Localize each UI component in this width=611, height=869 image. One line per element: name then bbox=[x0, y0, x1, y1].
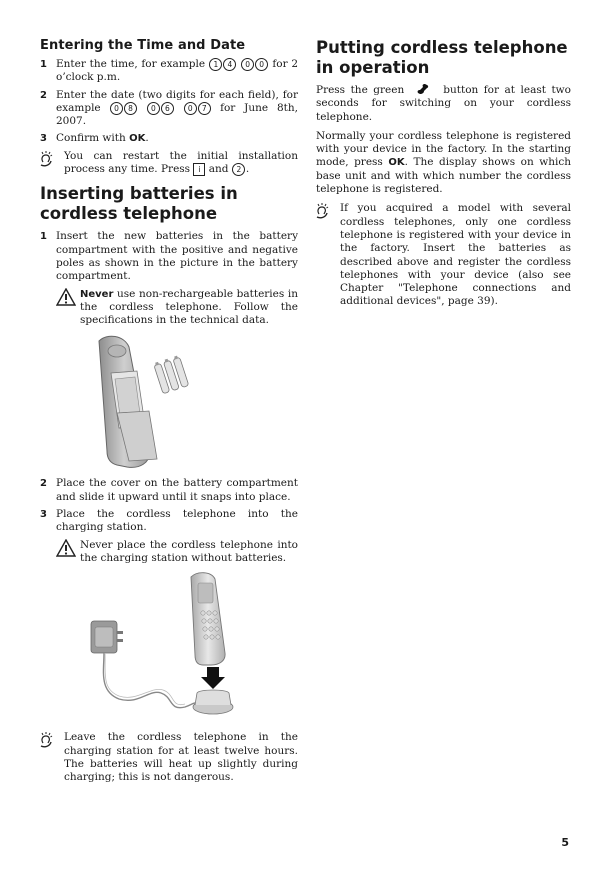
ok-key-label: OK bbox=[388, 157, 405, 169]
battery-step-2 bbox=[40, 477, 298, 504]
warning-non-rechargeable bbox=[56, 288, 298, 328]
lightbulb-tip-icon bbox=[40, 731, 64, 784]
key-7-icon: 7 bbox=[198, 102, 211, 115]
paragraph-switch-on: Press the green button for at least two seconds for switching on your cordless telephone. bbox=[316, 84, 571, 123]
tip-several-handsets bbox=[316, 202, 571, 308]
warning-text: Never place the cordless telephone into the charging station without batteries. bbox=[80, 538, 298, 564]
tip-charging-time bbox=[40, 731, 298, 784]
tip-text: If you acquired a model with several cordless telephones, only one cordless telephone is registered with your device in the factory. Insert the batteries as described above and register the cordless telephones with your device (also see Chapter "Telephone connections and additional devices", page 39). bbox=[340, 202, 571, 308]
key-0-icon: 0 bbox=[241, 58, 254, 71]
warning-triangle-icon bbox=[56, 539, 80, 566]
key-4-icon: 4 bbox=[223, 58, 236, 71]
key-6-icon: 6 bbox=[161, 102, 174, 115]
warning-triangle-icon bbox=[56, 288, 80, 328]
right-column bbox=[316, 38, 571, 317]
step-text: for June 8th, 2007. bbox=[56, 101, 298, 128]
battery-step-1 bbox=[40, 230, 298, 283]
time-step-1 bbox=[40, 58, 298, 85]
tip-text: You can restart the initial installation process any time. Press bbox=[64, 149, 298, 176]
left-column bbox=[40, 38, 298, 792]
step-number: 3 bbox=[40, 133, 47, 145]
down-arrow-icon bbox=[201, 667, 225, 689]
battery-step-3 bbox=[40, 508, 298, 535]
key-0-icon: 0 bbox=[184, 102, 197, 115]
green-call-handset-icon bbox=[416, 84, 432, 94]
heading-entering-time-date: Entering the Time and Date bbox=[40, 38, 246, 53]
ok-key-label: OK bbox=[129, 133, 146, 145]
key-0-icon: 0 bbox=[255, 58, 268, 71]
warning-without-batteries bbox=[56, 539, 298, 566]
warning-text: use non-rechargeable batteries in the cordless telephone. Follow the specifications in the technical data. bbox=[80, 287, 298, 327]
charging-station-illustration bbox=[79, 571, 259, 721]
time-step-3: 3 Confirm with OK. bbox=[40, 132, 149, 145]
step-number: 1 bbox=[40, 59, 47, 70]
step-text: Place the cordless telephone into the charging station. bbox=[56, 508, 298, 534]
tip-text: Leave the cordless telephone in the charging station for at least twelve hours. The batteries will heat up slightly during charging; this is not dangerous. bbox=[64, 731, 298, 784]
lightbulb-tip-icon bbox=[316, 202, 340, 308]
time-step-2 bbox=[40, 89, 298, 129]
step-number: 3 bbox=[40, 509, 47, 521]
step-text: Insert the new batteries in the battery compartment with the positive and negative poles as shown in the picture in the battery compartment. bbox=[56, 230, 298, 283]
page-number: 5 bbox=[561, 836, 569, 849]
paragraph-registration: Normally your cordless telephone is registered with your device in the factory. In the starting mode, press OK. The display shows on which base unit and with which number the cordless telephone is registered. bbox=[316, 129, 571, 196]
battery-insertion-illustration bbox=[79, 333, 259, 473]
step-number: 1 bbox=[40, 231, 47, 243]
batteries bbox=[153, 356, 189, 395]
step-text: for 2 o’clock p.m. bbox=[56, 58, 299, 84]
tip-restart-installation: You can restart the initial installation process any time. Press i and 2 . bbox=[40, 150, 298, 177]
key-2-icon: 2 bbox=[232, 163, 245, 176]
heading-inserting-batteries: Inserting batteries in cordless telephone bbox=[40, 184, 238, 224]
lightbulb-tip-icon bbox=[40, 150, 64, 177]
key-1-icon: 1 bbox=[209, 58, 222, 71]
step-text: Enter the date (two digits for each field), for example bbox=[56, 88, 298, 114]
key-0-icon: 0 bbox=[147, 102, 160, 115]
step-text: Confirm with bbox=[56, 132, 126, 145]
key-8-icon: 8 bbox=[124, 102, 137, 115]
step-text: Place the cover on the battery compartment and slide it upward until it snaps into place. bbox=[56, 477, 298, 503]
step-text: Enter the time, for example bbox=[56, 58, 206, 70]
step-number: 2 bbox=[40, 89, 47, 101]
key-0-icon: 0 bbox=[110, 102, 123, 115]
warning-bold: Never bbox=[80, 288, 114, 300]
step-number: 2 bbox=[40, 478, 47, 490]
info-key-icon: i bbox=[193, 163, 205, 176]
heading-putting-in-operation: Putting cordless telephone in operation bbox=[316, 38, 568, 77]
